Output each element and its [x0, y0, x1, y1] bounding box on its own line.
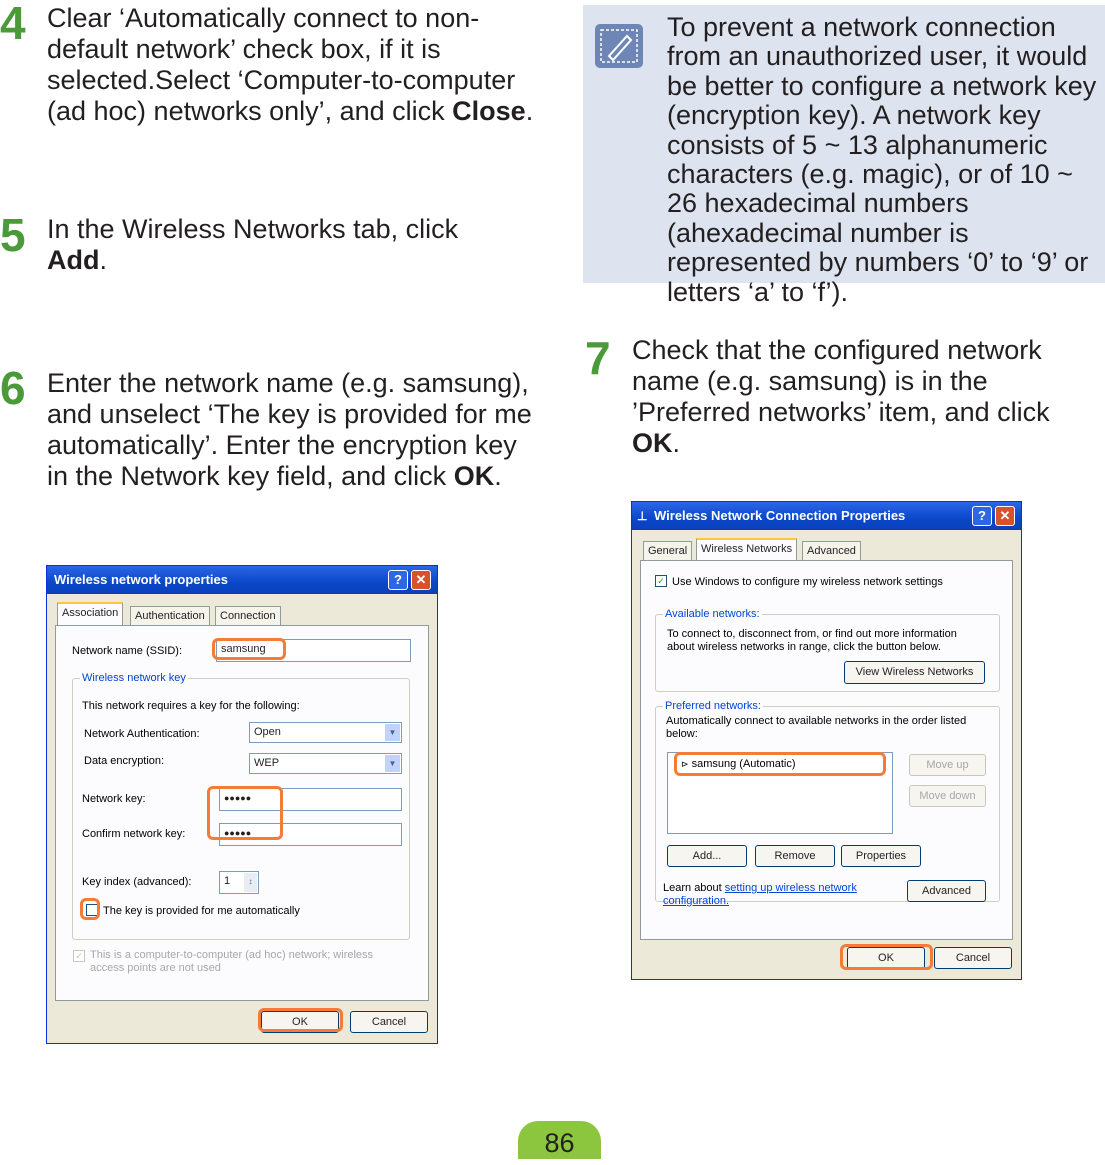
preferred-networks-text: Automatically connect to available networks in the order listed below: — [666, 715, 967, 740]
adhoc-checkbox: ✓ — [73, 950, 85, 962]
auth-select[interactable] — [249, 722, 402, 743]
advanced-button[interactable]: Advanced — [907, 880, 986, 902]
wireless-icon: ⊥ — [637, 509, 648, 523]
step-text — [632, 335, 1102, 459]
tab-wireless-networks[interactable]: Wireless Networks — [696, 538, 797, 561]
ok-button[interactable]: OK — [847, 947, 925, 969]
cancel-button[interactable]: Cancel — [934, 947, 1012, 969]
tab-association[interactable]: Association — [57, 602, 123, 625]
encryption-value: WEP — [254, 757, 280, 769]
spin-arrows-icon: ↕ — [244, 873, 257, 892]
dialog-title — [632, 502, 1021, 530]
dialog-title-text: Wireless Network Connection Properties — [654, 508, 906, 523]
wireless-network-icon: ⊳ — [681, 759, 689, 769]
confirm-key-label: Confirm network key: — [82, 828, 186, 840]
network-key-label: Network key: — [82, 793, 146, 805]
step-body: Enter the network name (e.g. samsung), and unselect ‘The key is provided for me automatically’. Enter the encryption key in the Network key field, and click — [47, 368, 532, 491]
properties-button[interactable]: Properties — [841, 845, 921, 867]
help-button[interactable]: ? — [388, 570, 408, 590]
pencil-note-icon — [595, 24, 643, 68]
tab-connection[interactable]: Connection — [215, 606, 281, 626]
step-bold: Close — [452, 96, 526, 126]
auth-value: Open — [254, 726, 281, 738]
note-text: To prevent a network connection from an unauthorized user, it would be better to configure a network key (encryption key). A network key consists of 5 ~ 13 alphanumeric characters (e.g. magic), or of 10 ~ 26 hexadecimal numbers (ahexadecimal number is represented by numbers ‘0’ to ‘9’ or letters ‘a’ to ‘f’). — [667, 12, 1097, 307]
step-bold: OK — [632, 428, 673, 458]
wireless-key-group-label: Wireless network key — [82, 672, 186, 684]
key-index-stepper[interactable] — [219, 871, 259, 894]
ssid-input[interactable]: samsung — [216, 639, 411, 662]
encryption-select[interactable] — [249, 753, 402, 774]
requires-text: This network requires a key for the following: — [82, 700, 300, 712]
step-bold: Add — [47, 245, 100, 275]
use-windows-label: Use Windows to configure my wireless network settings — [672, 576, 943, 588]
learn-more-link[interactable]: setting up wireless network configuration. — [663, 882, 857, 907]
step-body: In the Wireless Networks tab, click — [47, 214, 459, 244]
step-number: 7 — [585, 332, 611, 384]
network-key-input[interactable]: ●●●●● — [219, 788, 402, 811]
chevron-down-icon: ▼ — [385, 724, 400, 741]
step-number: 5 — [0, 209, 26, 261]
step-text — [47, 368, 542, 492]
auth-label: Network Authentication: — [84, 728, 200, 740]
learn-prefix: Learn about — [663, 882, 725, 894]
highlight-ok — [840, 944, 933, 970]
step-body: Check that the configured network name (e.g. samsung) is in the ’Preferred networks’ item, and click — [632, 335, 1050, 427]
view-wireless-networks-button[interactable]: View Wireless Networks — [844, 661, 985, 684]
ssid-label: Network name (SSID): — [72, 645, 183, 657]
step-bold: OK — [453, 461, 495, 491]
available-networks-label: Available networks: — [665, 608, 760, 620]
wireless-connection-properties-dialog — [631, 501, 1022, 980]
move-up-button[interactable]: Move up — [909, 754, 986, 776]
step-text — [47, 3, 542, 127]
highlight-ssid — [212, 638, 286, 660]
preferred-networks-label: Preferred networks: — [665, 700, 761, 712]
help-button[interactable]: ? — [972, 506, 992, 526]
close-button[interactable]: ✕ — [411, 570, 431, 590]
ok-button[interactable]: OK — [261, 1011, 339, 1033]
step-end: . — [525, 96, 534, 126]
key-index-label: Key index (advanced): — [82, 876, 192, 888]
auto-key-label: The key is provided for me automatically — [103, 905, 300, 917]
remove-button[interactable]: Remove — [755, 845, 835, 867]
adhoc-label: This is a computer-to-computer (ad hoc) network; wireless access points are not used — [90, 949, 374, 974]
highlight-network-key — [207, 786, 283, 840]
confirm-key-input[interactable]: ●●●●● — [219, 823, 402, 846]
list-item-label: samsung (Automatic) — [691, 758, 796, 770]
step-text — [47, 214, 517, 276]
step-body: Clear ‘Automatically connect to non-default network’ check box, if it is selected.Select ‘Computer-to-computer (ad hoc) networks only’, and click — [47, 3, 516, 126]
tab-advanced[interactable]: Advanced — [802, 541, 861, 561]
close-button[interactable]: ✕ — [995, 506, 1015, 526]
available-networks-text: To connect to, disconnect from, or find out more information about wireless networks in range, click the button below. — [667, 628, 957, 653]
note-box — [583, 5, 1105, 307]
tab-general[interactable]: General — [643, 541, 692, 561]
step-end: . — [494, 461, 502, 491]
move-down-button[interactable]: Move down — [909, 785, 986, 807]
step-end: . — [672, 428, 681, 458]
cancel-button[interactable]: Cancel — [350, 1011, 428, 1033]
use-windows-checkbox[interactable]: ✓ — [655, 575, 667, 587]
key-index-value: 1 — [224, 875, 231, 887]
highlight-ok — [258, 1008, 343, 1032]
highlight-list-item — [674, 752, 886, 776]
encryption-label: Data encryption: — [84, 755, 165, 767]
learn-about-text — [663, 882, 883, 908]
add-button[interactable]: Add... — [667, 845, 747, 867]
step-number: 4 — [0, 0, 26, 49]
tab-authentication[interactable]: Authentication — [130, 606, 210, 626]
page-number: 86 — [518, 1121, 601, 1159]
wireless-networks-panel — [640, 560, 1013, 940]
step-end: . — [99, 245, 107, 275]
highlight-auto-key — [80, 898, 100, 920]
step-number: 6 — [0, 362, 26, 414]
dialog-title: Wireless network properties — [47, 566, 437, 594]
chevron-down-icon: ▼ — [385, 755, 400, 772]
